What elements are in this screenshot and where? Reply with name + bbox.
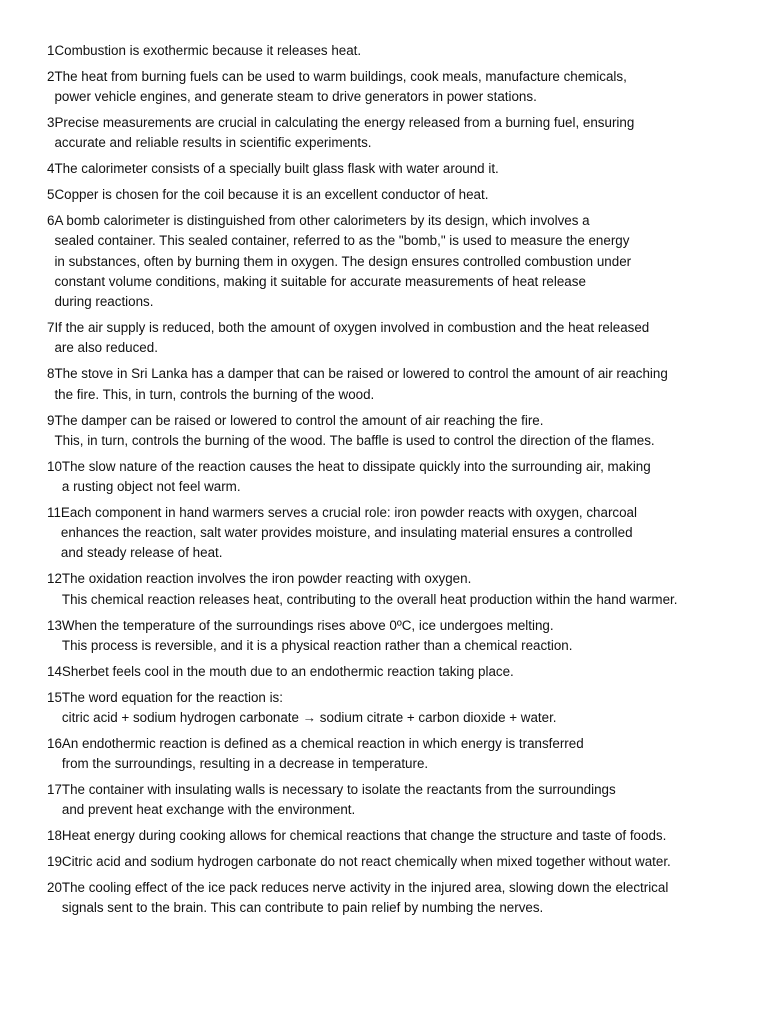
list-item	[47, 503, 747, 564]
item-text: are also reduced.	[54, 340, 158, 356]
item-text: signals sent to the brain. This can contribute to pain relief by numbing the nerves.	[61, 900, 544, 916]
item-number: 16	[47, 735, 62, 751]
list-item	[47, 113, 747, 154]
list-item	[47, 616, 747, 657]
list-item	[47, 318, 747, 359]
item-number: 12	[47, 571, 62, 587]
item-number: 9	[47, 412, 55, 428]
list-item	[47, 878, 747, 919]
item-text: a rusting object not feel warm.	[61, 478, 241, 494]
item-text: This, in turn, controls the burning of the wood. The baffle is used to control the direction of the flames.	[54, 432, 655, 448]
list-item	[47, 734, 747, 775]
item-number: 8	[47, 366, 55, 382]
item-text: The calorimeter consists of a specially built glass flask with water around it.	[54, 161, 499, 177]
item-text: constant volume conditions, making it suitable for accurate measurements of heat release	[54, 273, 586, 289]
item-number: 4	[47, 161, 55, 177]
item-text: and prevent heat exchange with the environment.	[61, 802, 356, 818]
item-text: power vehicle engines, and generate steam to drive generators in power stations.	[54, 89, 537, 105]
item-number: 5	[47, 187, 55, 203]
item-text: and steady release of heat.	[60, 545, 223, 561]
item-text: This process is reversible, and it is a physical reaction rather than a chemical reaction.	[61, 637, 573, 653]
list-item	[47, 662, 747, 682]
item-text: If the air supply is reduced, both the amount of oxygen involved in combustion and the heat released	[54, 320, 650, 336]
list-item	[47, 780, 747, 821]
item-number: 11	[47, 504, 61, 520]
item-text: The word equation for the reaction is:	[61, 689, 283, 705]
item-text: When the temperature of the surroundings rises above 0ºC, ice undergoes melting.	[61, 617, 554, 633]
item-text: The damper can be raised or lowered to control the amount of air reaching the fire.	[54, 412, 544, 428]
word-equation: citric acid + sodium hydrogen carbonate → sodium citrate + carbon dioxide + water.	[61, 709, 557, 725]
list-item	[47, 688, 747, 729]
item-text: The container with insulating walls is necessary to isolate the reactants from the surroundings	[61, 782, 616, 797]
item-text: This chemical reaction releases heat, contributing to the overall heat production within the hand warmer.	[61, 591, 678, 607]
list-item	[47, 457, 747, 498]
list-item	[47, 211, 747, 312]
item-text: Heat energy during cooking allows for chemical reactions that change the structure and taste of foods.	[61, 828, 667, 844]
item-number: 3	[47, 115, 55, 131]
item-text: A bomb calorimeter is distinguished from other calorimeters by its design, which involves a	[54, 213, 590, 229]
item-text: enhances the reaction, salt water provides moisture, and insulating material ensures a controlled	[60, 525, 633, 541]
item-text: from the surroundings, resulting in a decrease in temperature.	[61, 756, 429, 772]
item-number: 18	[47, 828, 62, 844]
item-number: 14	[47, 663, 62, 679]
item-text: accurate and reliable results in scientific experiments.	[54, 135, 372, 151]
item-number: 20	[47, 879, 62, 895]
item-number: 10	[47, 458, 62, 474]
item-text: Combustion is exothermic because it releases heat.	[54, 43, 362, 58]
item-text: sealed container. This sealed container, referred to as the "bomb," is used to measure the energy	[54, 233, 630, 249]
list-item	[47, 364, 747, 405]
item-text: An endothermic reaction is defined as a chemical reaction in which energy is transferred	[61, 735, 584, 751]
list-item	[47, 159, 747, 179]
list-item	[47, 185, 747, 205]
list-item	[47, 852, 747, 872]
list-item	[47, 826, 747, 846]
item-number: 1	[47, 43, 55, 58]
item-number: 6	[47, 213, 55, 229]
item-number: 19	[47, 854, 62, 870]
item-text: Each component in hand warmers serves a crucial role: iron powder reacts with oxygen, charcoal	[60, 504, 637, 520]
item-text: Copper is chosen for the coil because it is an excellent conductor of heat.	[54, 187, 489, 203]
item-text: The stove in Sri Lanka has a damper that can be raised or lowered to control the amount of air reaching	[54, 366, 668, 382]
item-text: Sherbet feels cool in the mouth due to an endothermic reaction taking place.	[61, 663, 514, 679]
item-number: 15	[47, 689, 62, 705]
answer-list	[47, 41, 747, 924]
list-item	[47, 569, 747, 610]
item-number: 17	[47, 782, 62, 797]
list-item	[47, 67, 747, 108]
item-text: The heat from burning fuels can be used to warm buildings, cook meals, manufacture chemicals,	[54, 68, 627, 84]
item-text: in substances, often by burning them in oxygen. The design ensures controlled combustion under	[54, 253, 632, 269]
item-text: The slow nature of the reaction causes the heat to dissipate quickly into the surrounding air, making	[61, 458, 651, 474]
item-number: 2	[47, 68, 55, 84]
item-text: during reactions.	[54, 294, 154, 310]
list-item	[47, 41, 747, 61]
item-text: Citric acid and sodium hydrogen carbonate do not react chemically when mixed together without water.	[61, 854, 671, 870]
item-number: 7	[47, 320, 55, 336]
list-item	[47, 411, 747, 452]
item-number: 13	[47, 617, 62, 633]
item-text: Precise measurements are crucial in calculating the energy released from a burning fuel, ensuring	[54, 115, 635, 131]
item-text: The cooling effect of the ice pack reduces nerve activity in the injured area, slowing down the electrical	[61, 879, 669, 895]
item-text: The oxidation reaction involves the iron powder reacting with oxygen.	[61, 571, 472, 587]
item-text: the fire. This, in turn, controls the burning of the wood.	[54, 386, 375, 402]
